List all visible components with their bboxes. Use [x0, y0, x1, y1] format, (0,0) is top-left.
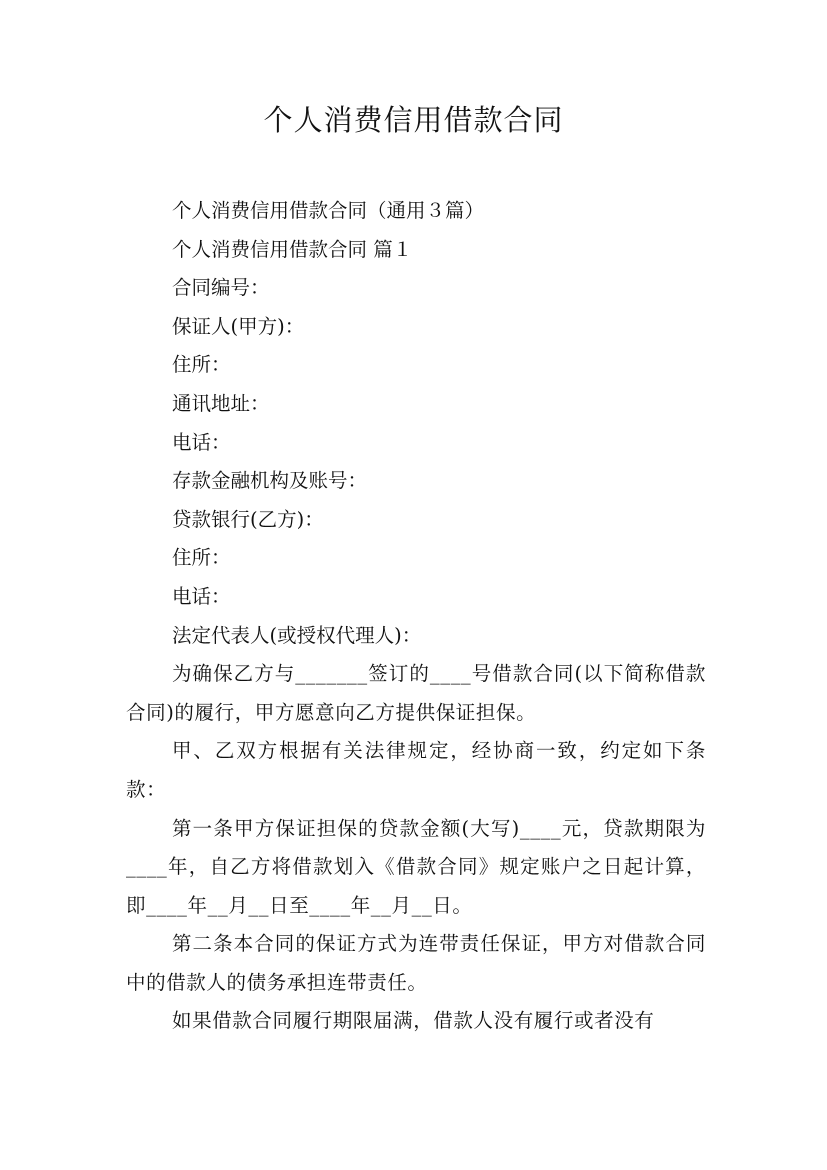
doc-paragraph-agreement: 甲、乙双方根据有关法律规定，经协商一致，约定如下条款： [126, 739, 706, 801]
document-body [126, 192, 706, 1041]
doc-line-contract-number: 合同编号： [172, 276, 270, 300]
doc-line-guarantor: 保证人(甲方)： [172, 314, 305, 338]
doc-paragraph-default: 如果借款合同履行期限届满，借款人没有履行或者没有 [172, 1009, 655, 1033]
doc-line-lender-phone: 电话： [172, 584, 231, 608]
doc-paragraph-purpose: 为确保乙方与_______签订的____号借款合同(以下简称借款合同)的履行，甲方愿意向乙方提供保证担保。 [126, 662, 706, 724]
doc-line-guarantor-phone: 电话： [172, 430, 231, 454]
doc-paragraph-article-2: 第二条本合同的保证方式为连带责任保证，甲方对借款合同中的借款人的债务承担连带责任。 [126, 932, 706, 994]
doc-line-lender-bank: 贷款银行(乙方)： [172, 507, 324, 531]
doc-line-heading: 个人消费信用借款合同（通用３篇） [172, 199, 485, 222]
doc-line-bank-account: 存款金融机构及账号： [172, 469, 368, 493]
document-title: 个人消费信用借款合同 [263, 103, 564, 137]
doc-paragraph-article-1: 第一条甲方保证担保的贷款金额(大写)____元，贷款期限为____年，自乙方将借款划入《借款合同》规定账户之日起计算，即____年__月__日至____年__月__日。 [126, 816, 706, 917]
doc-line-guarantor-address: 住所： [172, 353, 231, 377]
doc-line-section: 个人消费信用借款合同 篇１ [172, 237, 413, 261]
doc-line-lender-address: 住所： [172, 546, 231, 570]
doc-line-legal-representative: 法定代表人(或授权代理人)： [172, 623, 422, 647]
doc-line-mailing-address: 通讯地址： [172, 391, 270, 415]
